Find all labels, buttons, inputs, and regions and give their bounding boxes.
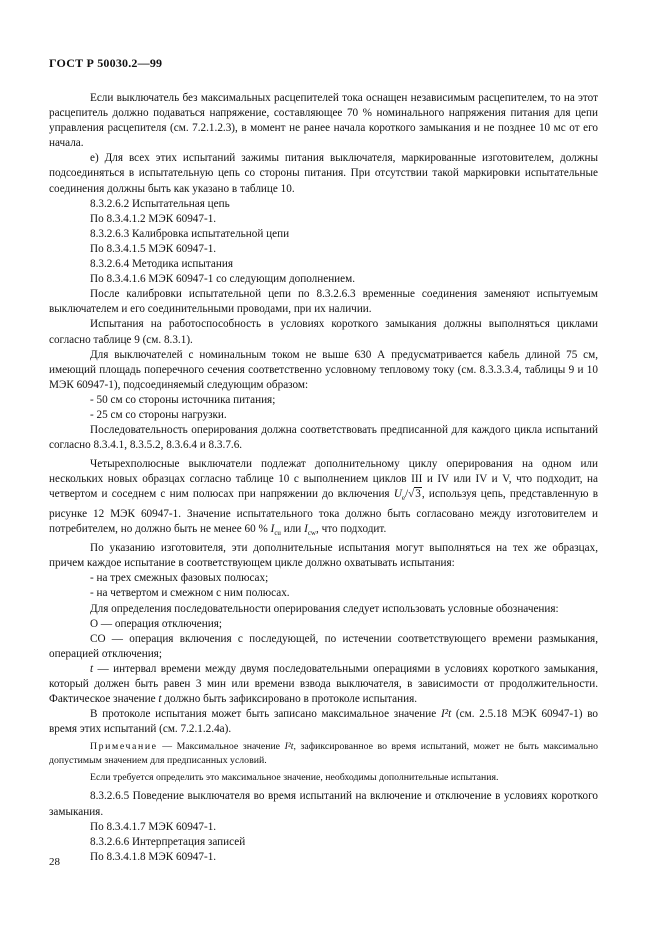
page-number: 28 [49,856,60,868]
definition-item: О — операция отключения; [90,617,222,630]
text-run: , что подходит. [316,522,387,535]
symbol-i2t: I²t [440,708,452,721]
body-text [49,91,598,865]
symbol-i2t: I²t [284,741,294,753]
symbol-i: I [270,522,275,535]
paragraph: По 8.3.4.1.8 МЭК 60947-1. [90,850,217,863]
symbol-i: I [304,522,308,535]
note-label: Примечание [90,741,158,753]
paragraph: По 8.3.4.1.7 МЭК 60947-1. [90,820,217,833]
text-run: — интервал времени между двумя последовательными операциями в условиях короткого замыкания, который должен быть равен 3 мин или времени взвода выключателя, в зависимости от продолжительности. Фактическое значение [49,662,598,706]
definition-item [49,662,598,707]
text-run: , используя цепь, представленную в рисунке 12 МЭК 60947-1. Значение испытательного тока должно быть согласовано между изготовителем и потребителем, но должно быть не менее 60 % [49,488,598,535]
section-heading: 8.3.2.6.5 Поведение выключателя во время испытаний на включение и отключение в условиях короткого замыкания. [49,790,598,818]
note [49,740,598,768]
paragraph: По 8.3.4.1.5 МЭК 60947-1. [90,242,217,255]
text-run: должно быть зафиксировано в протоколе испытания. [164,693,418,706]
paragraph: Испытания на работоспособность в условиях короткого замыкания должны выполняться циклами согласно таблице 9 (см. 8.3.1). [49,318,598,346]
paragraph: Для выключателей с номинальным током не выше 630 А предусматривается кабель длиной 75 см, имеющий площадь поперечного сечения соответственно условному тепловому току (см. 8.3.3.3.4, таблицы 9 и 10 МЭК 60947-1), подсоединяемый следующим образом: [49,348,598,391]
section-heading: 8.3.2.6.3 Калибровка испытательной цепи [90,227,290,240]
text-run: — Максимальное значение [162,741,281,753]
paragraph-four-pole [49,457,598,541]
text-run: (см. 2.5.18 МЭК 60947-1) во время этих испытаний (см. 7.2.1.2.4а). [49,708,598,736]
paragraph: Если выключатель без максимальных расцепителей тока оснащен независимым расцепителем, то на этот расцепитель должно подаваться напряжение, составляющее 70 % номинального напряжения питания для цепи управления расцепителя (см. 7.2.1.2.3), в момент не ранее начала короткого замыкания и не позднее 10 мс от его начала. [49,92,598,150]
paragraph: Последовательность оперирования должна соответствовать предписанной для каждого цикла испытаний согласно 8.3.4.1, 8.3.5.2, 8.3.6.4 и 8.3.7.6. [49,424,598,452]
list-item: - 25 см со стороны нагрузки. [90,408,227,421]
paragraph: По 8.3.4.1.6 МЭК 60947-1 со следующим дополнением. [90,273,356,286]
symbol-u: U [393,488,402,501]
sqrt-value: 3 [415,488,421,501]
paragraph [49,707,598,737]
section-heading: 8.3.2.6.6 Интерпретация записей [90,835,246,848]
subscript-cu: cu [274,529,281,538]
paragraph: По указанию изготовителя, эти дополнительные испытания могут выполняться на тех же образцах, причем каждое испытание в соответствующем цикле должно охватывать испытания: [49,542,598,570]
section-heading: 8.3.2.6.2 Испытательная цепь [90,197,230,210]
list-item: - на четвертом и смежном с ним полюсах. [90,587,290,600]
definition-item: CO — операция включения с последующей, по истечении соответствующего времени размыкания, операцией отключения; [49,632,598,660]
list-item: - на трех смежных фазовых полюсах; [90,572,269,585]
paragraph: е) Для всех этих испытаний зажимы питания выключателя, маркированные изготовителем, должны подсоединяться в испытательную цепь со стороны питания. При отсутствии такой маркировки испытательные соединения должны быть как указано в таблице 10. [49,152,598,195]
paragraph: По 8.3.4.1.2 МЭК 60947-1. [90,212,217,225]
text-run: Четырехполюсные выключатели подлежат дополнительному циклу оперирования на одном или нескольких новых образцах согласно таблице 10 с выполнением циклов III и IV или IV и V, что подходит, на четвертом и соседнем с ним полюсах при напряжении до включения [49,458,598,501]
text-run: или [283,522,302,535]
list-item: - 50 см со стороны источника питания; [90,393,276,406]
paragraph: Для определения последовательности оперирования следует использовать условные обозначения: [90,602,559,615]
subscript-cw: cw [307,529,316,538]
symbol-t: t [90,662,94,675]
note-continuation: Если требуется определить это максимальное значение, необходимы дополнительные испытания. [90,772,499,784]
text-run: , зафиксированное во время испытаний, может не быть максимально допустимым значением для предписанных условий. [49,741,599,767]
text-run: В протоколе испытания может быть записано максимальное значение [90,708,437,721]
section-heading: 8.3.2.6.4 Методика испытания [90,258,234,271]
subscript-e: e [401,494,406,503]
standard-header: ГОСТ Р 50030.2—99 [49,56,163,70]
voltage-ratio: $U_e/√3$ [393,488,421,503]
paragraph: После калибровки испытательной цепи по 8.3.2.6.3 временные соединения заменяют испытуемым выключателем и его соединительными проводами, при их наличии. [49,288,598,316]
symbol-t: t [158,693,162,706]
